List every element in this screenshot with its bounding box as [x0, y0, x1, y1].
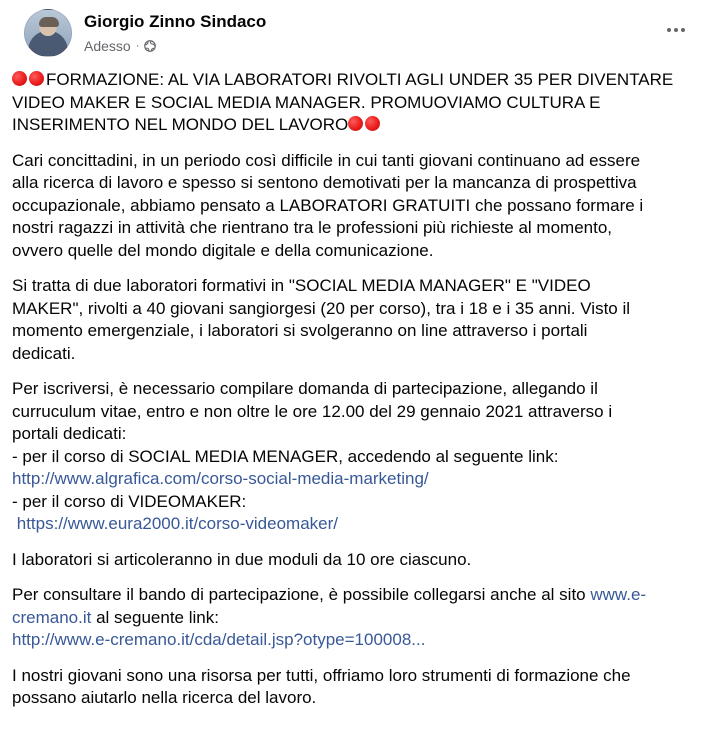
paragraph-line: al seguente link:	[91, 607, 219, 627]
paragraph-line: - per il corso di SOCIAL MEDIA MENAGER, accedendo al seguente link:	[12, 446, 559, 466]
author-name[interactable]: Giorgio Zinno Sindaco	[84, 12, 267, 31]
red-circle-icon	[348, 116, 363, 131]
post-timestamp[interactable]: Adesso	[84, 38, 131, 54]
post-header	[12, 0, 710, 62]
paragraph-line: Cari concittadini, in un periodo così difficile in cui tanti giovani continuano ad essere	[12, 150, 641, 170]
paragraph-line: portali dedicati:	[12, 424, 127, 443]
meta-separator: ·	[135, 40, 140, 52]
post-paragraph-3	[12, 378, 702, 536]
bando-detail-link[interactable]: http://www.e-cremano.it/cda/detail.jsp?otype=100008...	[12, 630, 426, 649]
e-cremano-site-link[interactable]: www.e-	[590, 585, 647, 604]
more-dot	[667, 28, 671, 32]
social-media-course-link[interactable]: http://www.algrafica.com/corso-social-media-marketing/	[12, 469, 429, 488]
paragraph-line: dedicati.	[12, 343, 76, 363]
post-paragraph-1	[12, 150, 702, 263]
post-meta	[84, 37, 156, 55]
videomaker-course-link[interactable]: https://www.eura2000.it/corso-videomaker/	[16, 514, 338, 533]
e-cremano-site-link[interactable]: cremano.it	[12, 607, 92, 627]
globe-icon[interactable]	[144, 40, 156, 52]
paragraph-line: - per il corso di VIDEOMAKER:	[12, 491, 247, 511]
paragraph-line: I nostri giovani sono una risorsa per tutti, offriamo loro strumenti di formazione che	[12, 665, 631, 685]
more-options-icon[interactable]	[658, 18, 694, 42]
headline-line-1: FORMAZIONE: AL VIA LABORATORI RIVOLTI AGLI UNDER 35 PER DIVENTARE	[46, 70, 674, 89]
more-dot	[674, 28, 678, 32]
paragraph-line: ovvero quelle del mondo digitale e della comunicazione.	[12, 240, 434, 260]
more-dot	[681, 28, 685, 32]
paragraph-line: Per consultare il bando di partecipazione, è possibile collegarsi anche al sito	[12, 585, 591, 604]
paragraph-line: alla ricerca di lavoro e spesso si sentono demotivati per la mancanza di prospettiva	[12, 173, 637, 192]
post-paragraph-2	[12, 275, 702, 365]
red-circle-icon	[365, 116, 380, 131]
headline-line-3: INSERIMENTO NEL MONDO DEL LAVORO	[12, 115, 349, 134]
paragraph-line: curruculum vitae, entro e non oltre le ore 12.00 del 29 gennaio 2021 attraverso i	[12, 401, 613, 421]
red-circle-icon	[12, 71, 27, 86]
paragraph-line: MAKER", rivolti a 40 giovani sangiorgesi (20 per corso), tra i 18 e i 35 anni. Visto il	[12, 298, 631, 318]
avatar-hair-shape	[39, 17, 59, 27]
post-paragraph-5	[12, 584, 702, 652]
author-avatar[interactable]	[24, 9, 72, 57]
paragraph-line: possano aiutarlo nella ricerca del lavoro.	[12, 688, 317, 707]
post-headline	[12, 69, 702, 137]
post-paragraph-4	[12, 549, 702, 572]
paragraph-line: Si tratta di due laboratori formativi in "SOCIAL MEDIA MANAGER" E "VIDEO	[12, 276, 591, 295]
paragraph-line: momento emergenziale, i laboratori si svolgeranno on line attraverso i portali	[12, 321, 588, 340]
red-circle-icon	[29, 71, 44, 86]
paragraph-line: nostri ragazzi in attività che rientrano tra le professioni più richieste al momento,	[12, 218, 613, 237]
post-body	[12, 69, 702, 723]
paragraph-line: occupazionale, abbiamo pensato a LABORATORI GRATUITI che possano formare i	[12, 195, 644, 215]
post-paragraph-6	[12, 665, 702, 710]
paragraph-line: I laboratori si articoleranno in due moduli da 10 ore ciascuno.	[12, 549, 472, 569]
paragraph-line: Per iscriversi, è necessario compilare domanda di partecipazione, allegando il	[12, 379, 598, 398]
headline-line-2: VIDEO MAKER E SOCIAL MEDIA MANAGER. PROMUOVIAMO CULTURA E	[12, 92, 601, 112]
